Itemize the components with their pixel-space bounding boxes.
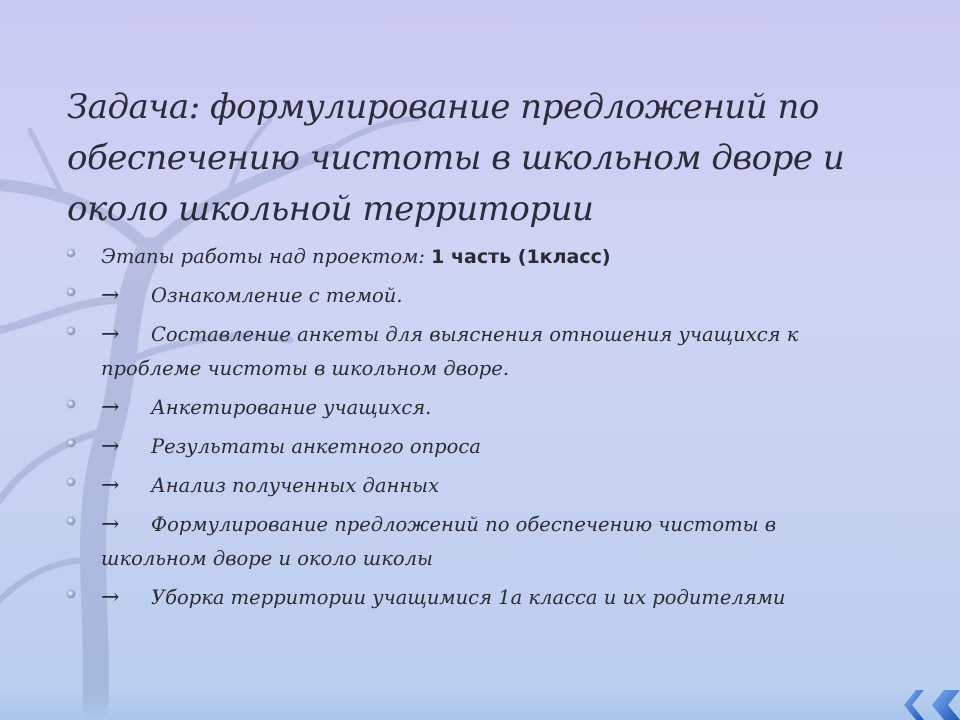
bottom-band <box>0 690 960 720</box>
circle-bullet-icon <box>67 249 75 257</box>
step-text: Анкетирование учащихся. <box>151 396 432 419</box>
step-text: Уборка территории учащимися 1а класса и их родителями <box>151 586 786 609</box>
slide-title: Задача: формулирование предложений по обеспечению чистоты в школьном дворе и около школьной территории <box>67 87 845 229</box>
right-arrow-icon: → <box>101 283 120 308</box>
list-item <box>67 430 887 464</box>
circle-bullet-icon <box>67 288 75 296</box>
list-item <box>67 318 887 386</box>
circle-bullet-icon <box>67 590 75 598</box>
next-slide-icon[interactable] <box>900 686 960 720</box>
step-text: Результаты анкетного опроса <box>151 435 481 458</box>
right-arrow-icon: → <box>101 473 120 498</box>
circle-bullet-icon <box>67 439 75 447</box>
step-text: Анализ полученных данных <box>151 474 440 497</box>
circle-bullet-icon <box>67 400 75 408</box>
list-item <box>67 391 887 425</box>
list-item <box>67 508 887 576</box>
list-item-intro <box>67 240 887 274</box>
list-item <box>67 469 887 503</box>
right-arrow-icon: → <box>101 585 120 610</box>
step-text: Ознакомление с темой. <box>151 284 403 307</box>
circle-bullet-icon <box>67 517 75 525</box>
circle-bullet-icon <box>67 327 75 335</box>
circle-bullet-icon <box>67 478 75 486</box>
right-arrow-icon: → <box>101 512 120 537</box>
list-item <box>67 279 887 313</box>
step-list <box>67 240 887 620</box>
list-item <box>67 581 887 615</box>
step-text: Формулирование предложений по обеспечению чистоты в школьном дворе и около школы <box>101 513 777 570</box>
intro-text: Этапы работы над проектом: <box>101 245 432 268</box>
right-arrow-icon: → <box>101 434 120 459</box>
step-text: Составление анкеты для выяснения отношения учащихся к проблеме чистоты в школьном дворе. <box>101 323 799 380</box>
right-arrow-icon: → <box>101 395 120 420</box>
right-arrow-icon: → <box>101 322 120 347</box>
intro-bold-text: 1 часть (1класс) <box>431 246 611 268</box>
